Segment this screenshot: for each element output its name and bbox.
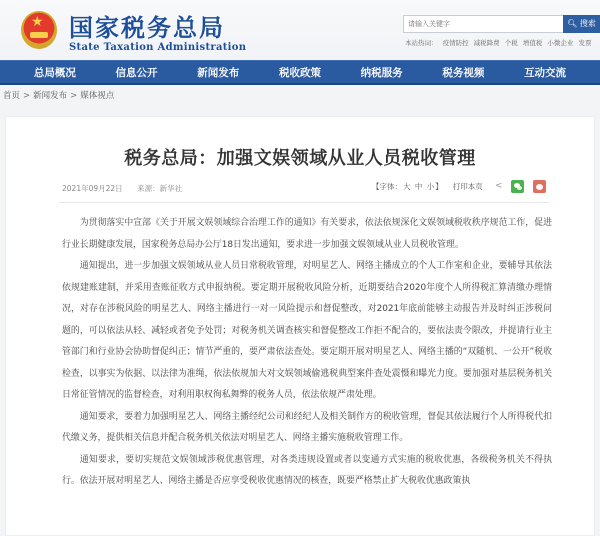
font-size-label: 【字体： [372,181,402,191]
breadcrumb-separator: > [70,91,78,101]
font-size-selector [372,181,443,192]
title-divider [59,202,549,203]
search-button-label: 搜索 [579,19,596,28]
article-paragraph: 通知要求，要着力加强明星艺人、网络主播经纪公司和经纪人及相关制作方的税收管理，督促其依法履行个人所得税代扣代缴义务，提供相关信息并配合税务机关依法对明星艺人、网络主播实施税收管理工作。 [62,411,552,443]
nav-item-info-disclosure[interactable]: 信息公开 [115,66,158,79]
article-date: 2021年09月22日 [62,184,123,193]
hot-word-link[interactable]: 疫情防控 [442,39,469,47]
article-body [62,213,552,493]
share-icon[interactable]: < [495,181,503,191]
nav-item-tax-policy[interactable]: 税收政策 [278,66,321,79]
breadcrumb-separator: > [23,91,31,101]
breadcrumb [0,85,600,107]
breadcrumb-media[interactable]: 媒体视点 [80,91,115,101]
hot-word-link[interactable]: 小微企业 [547,39,574,47]
nav-item-interaction[interactable]: 互动交流 [524,66,567,79]
hot-words [405,38,594,47]
hot-word-link[interactable]: 发票 [578,39,592,47]
site-header [0,0,600,60]
search-button[interactable] [563,15,600,33]
wechat-icon[interactable] [511,180,524,193]
article-paragraph: 通知要求，要切实规范文娱领域涉税优惠管理，对各类违规设置或者以变通方式实施的税收优惠，各级税务机关不得执行。依法开展对明星艺人、网络主播是否应享受税收优惠情况的核查，既要严格禁止扩大税收优惠政策执 [62,454,552,486]
weibo-icon[interactable] [533,180,546,193]
nav-item-taxpayer-service[interactable]: 纳税服务 [360,66,403,79]
article-source: 来源：新华社 [137,184,183,193]
font-size-medium[interactable]: 中 [414,181,423,191]
search-bar [403,15,600,33]
hot-words-label: 本站热词： [405,39,438,47]
hot-word-link[interactable]: 减税降费 [473,39,500,47]
nav-item-news[interactable]: 新闻发布 [197,66,240,79]
font-size-small[interactable]: 小 [426,181,435,191]
breadcrumb-news[interactable]: 新闻发布 [33,91,68,101]
breadcrumb-home[interactable]: 首页 [3,91,21,101]
font-size-label-close: 】 [435,181,443,191]
article-paragraph: 通知提出，进一步加强文娱领域从业人员日常税收管理，对明星艺人、网络主播成立的个人工作室和企业，要辅导其依法依规建账建制，并采用查账征收方式申报纳税。要定期开展税收风险分析，近期要结合2020年度个人所得税汇算清缴办理情况，对存在涉税风险的明星艺人、网络主播进行一对一风险提示和督促整改，对2021年底前能够主动报告并及时纠正涉税问题的，可以依法从轻、减轻或者免予处罚；对税务机关调查核实和督促整改工作拒不配合的，要依法责令限改，并提请行业主管部门和行业协会协助督促纠正；情节严重的，要严肃依法查处。要定期开展对明星艺人、网络主播的“双随机、一公开”税收检查，以事实为依据、以法律为准绳，依法依规加大对文娱领域偷逃税典型案件查处震慑和曝光力度。要加强对基层税务机关日常征管情况的监督检查，对利用职权徇私舞弊的税务人员，依法依规严肃处理。 [62,261,552,400]
article-meta [62,183,194,195]
main-nav [0,60,600,85]
hot-word-link[interactable]: 增值税 [522,39,543,47]
search-input[interactable] [403,15,563,33]
nav-item-overview[interactable]: 总局概况 [33,66,76,79]
nav-item-tax-video[interactable]: 税务视频 [442,66,485,79]
national-emblem-icon[interactable] [21,11,57,49]
article-paragraph: 为贯彻落实中宣部《关于开展文娱领域综合治理工作的通知》有关要求，依法依规深化文娱领域税收秩序规范工作，促进行业长期健康发展，国家税务总局办公厅18日发出通知，要求进一步加强文娱领域从业人员税收管理。 [62,218,552,250]
article-container [5,116,595,536]
font-size-large[interactable]: 大 [403,181,411,191]
print-page-link[interactable]: 打印本页 [452,181,483,191]
article-tools [372,177,546,195]
search-icon: 🔍︎ [567,19,578,28]
site-logo-chinese[interactable]: 国家税务总局 [69,14,225,42]
site-logo-english[interactable]: State Taxation Administration [69,42,247,53]
hot-word-link[interactable]: 个税 [504,39,518,47]
article-title: 税务总局：加强文娱领域从业人员税收管理 [124,148,476,169]
